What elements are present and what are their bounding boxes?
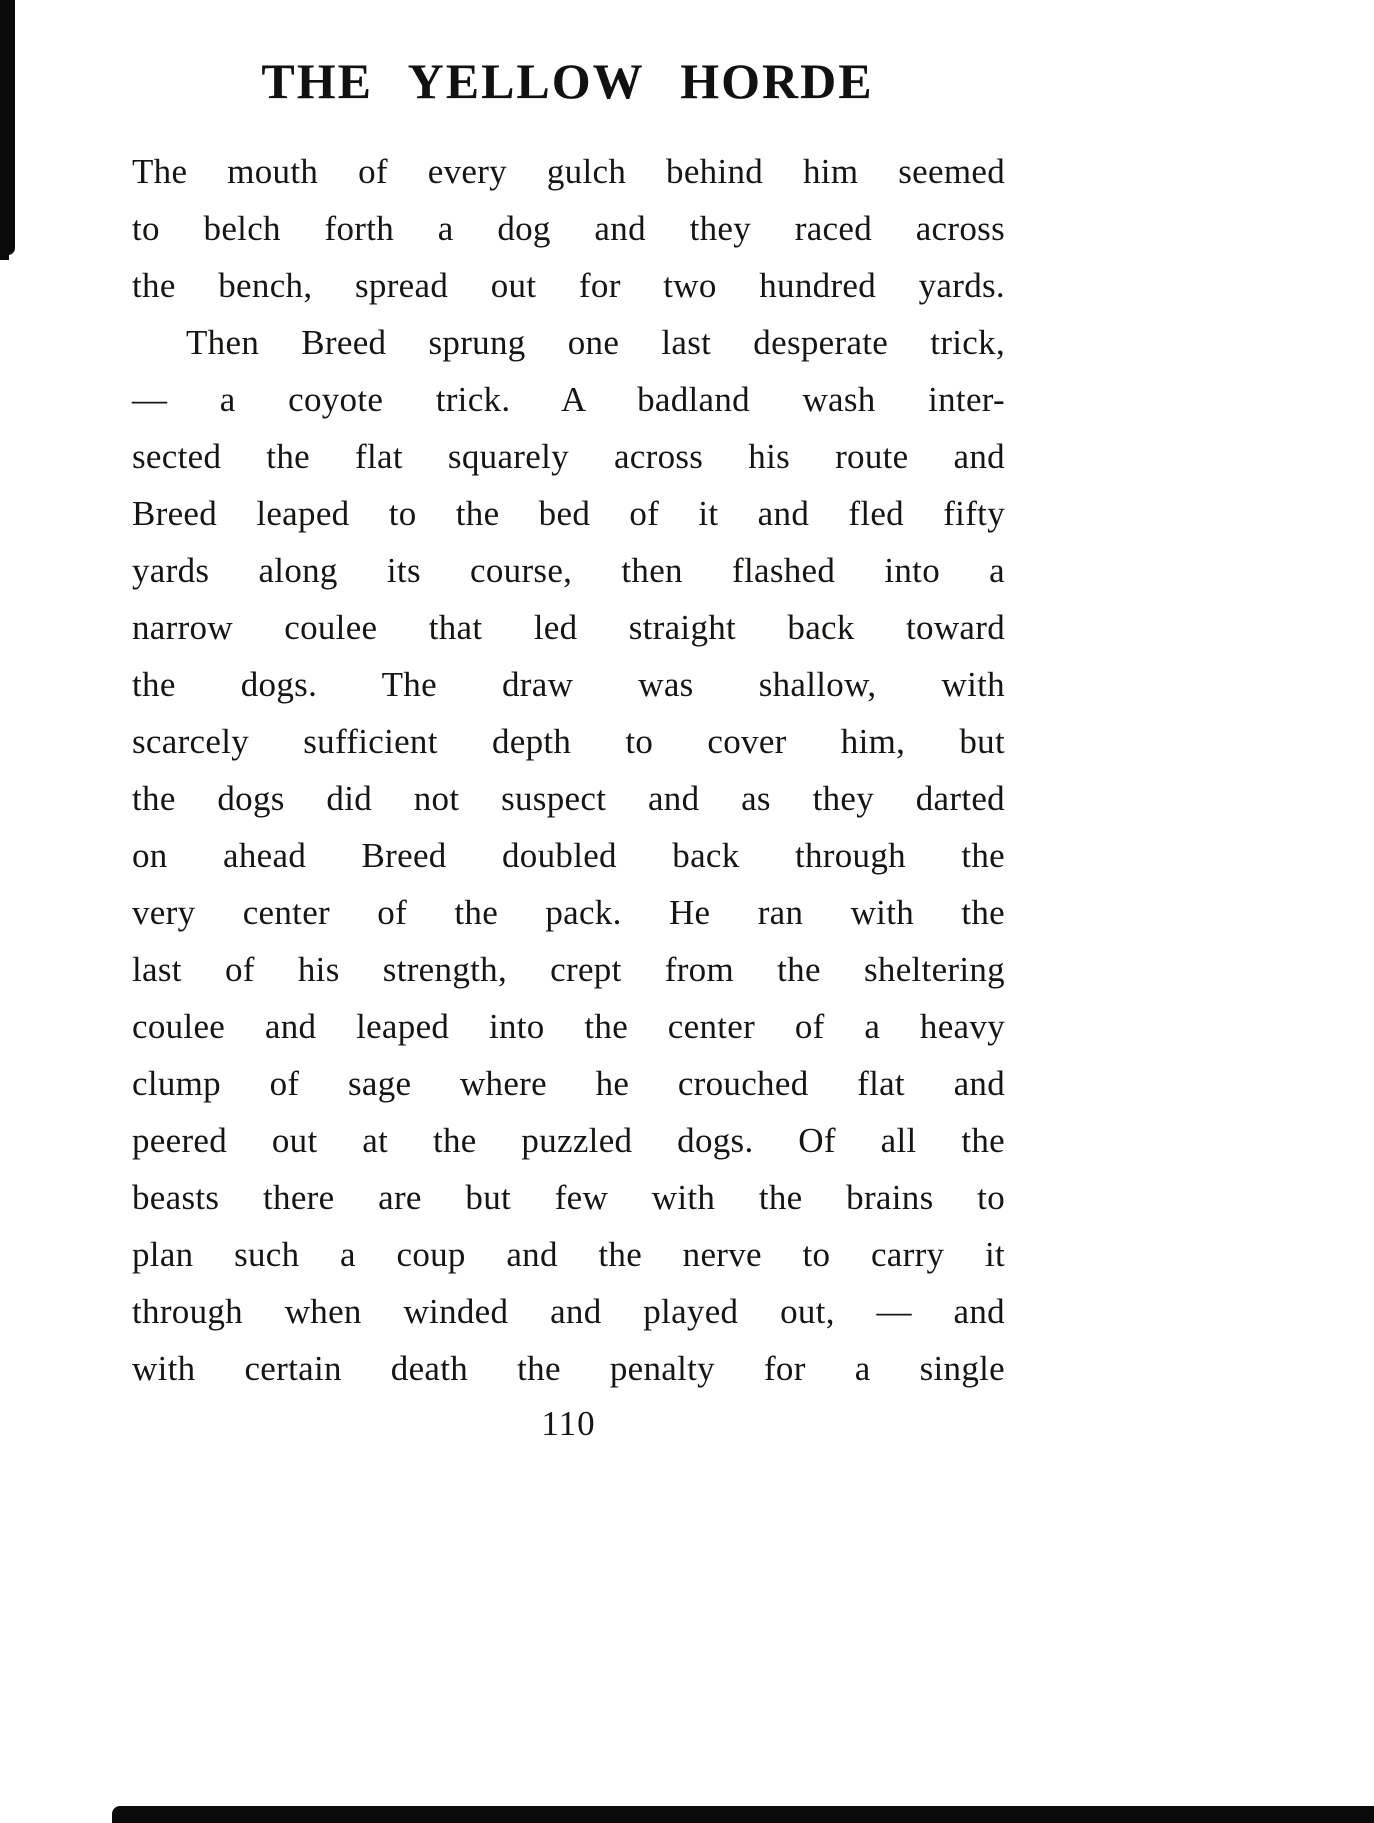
body-text bbox=[132, 143, 1005, 1397]
text-line: Then Breed sprung one last desperate trick, bbox=[186, 323, 1005, 362]
text-line: on ahead Breed doubled back through the bbox=[132, 836, 1005, 875]
text-line: very center of the pack. He ran with the bbox=[132, 893, 1005, 932]
page-number: 110 bbox=[541, 1404, 596, 1443]
text-line: sected the flat squarely across his route and bbox=[132, 437, 1005, 476]
text-line: Breed leaped to the bed of it and fled fifty bbox=[132, 494, 1005, 533]
text-line: scarcely sufficient depth to cover him, but bbox=[132, 722, 1005, 761]
text-line: with certain death the penalty for a single bbox=[132, 1349, 1005, 1388]
text-line: to belch forth a dog and they raced across bbox=[132, 209, 1005, 248]
text-line: the dogs did not suspect and as they darted bbox=[132, 779, 1005, 818]
text-line: last of his strength, crept from the sheltering bbox=[132, 950, 1005, 989]
page-title: THE YELLOW HORDE bbox=[261, 53, 874, 109]
text-line: yards along its course, then flashed into a bbox=[132, 551, 1005, 590]
text-line: the bench, spread out for two hundred yards. bbox=[132, 266, 1005, 305]
scan-artifact-left-edge-lower bbox=[0, 100, 9, 260]
text-line: plan such a coup and the nerve to carry it bbox=[132, 1235, 1005, 1274]
text-line: clump of sage where he crouched flat and bbox=[132, 1064, 1005, 1103]
text-line: coulee and leaped into the center of a heavy bbox=[132, 1007, 1005, 1046]
text-line: beasts there are but few with the brains to bbox=[132, 1178, 1005, 1217]
text-line: the dogs. The draw was shallow, with bbox=[132, 665, 1005, 704]
text-line: through when winded and played out, — and bbox=[132, 1292, 1005, 1331]
text-line: The mouth of every gulch behind him seemed bbox=[132, 152, 1005, 191]
text-line: — a coyote trick. A badland wash inter- bbox=[132, 380, 1005, 419]
scan-artifact-bottom-edge bbox=[112, 1806, 1374, 1823]
text-line: peered out at the puzzled dogs. Of all the bbox=[132, 1121, 1005, 1160]
text-line: narrow coulee that led straight back toward bbox=[132, 608, 1005, 647]
